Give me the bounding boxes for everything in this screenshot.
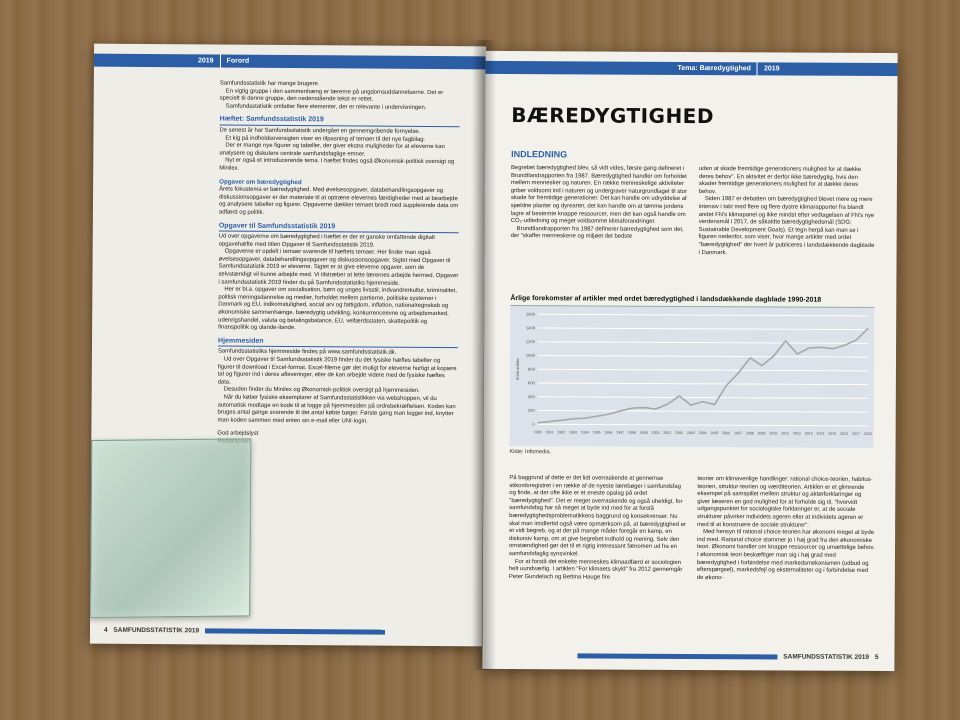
gridline — [538, 424, 868, 426]
section-body-opgaver-baeredygtighed — [219, 187, 459, 219]
series-line — [538, 327, 868, 425]
right-page — [482, 51, 897, 671]
right-bottom-right-column — [697, 476, 876, 583]
x-tick-label: 1990 — [533, 430, 542, 435]
paragraph: Nyt er også et introducerende tema. I hæftet findes også Økonomisk-politisk oversigt og Minilex. — [219, 157, 455, 172]
left-intro — [220, 81, 460, 113]
right-top-left-column — [511, 165, 689, 242]
section-title-haeftet: Hæftet: Samfundsstatistik 2019 — [220, 116, 460, 127]
right-header-band — [486, 61, 898, 76]
left-footer-page: 4 — [103, 626, 108, 634]
gridline — [538, 342, 868, 344]
signoff — [217, 431, 457, 448]
left-header-band — [94, 54, 486, 70]
right-header-year: 2019 — [763, 65, 780, 73]
x-tick-label: 1993 — [568, 430, 577, 435]
paragraph: Med hensyn til rational choice-teorien har økonomi meget at byde ind med. Rational choice stammer jo i høj grad fra den økonomiske teori. Økonomi handler om knappe ressourcer og umættelige behov. I økonomisk teori beskæftiger man sig i høj grad med bæredygtighed i forbindelse med markedsmekanismen (udbud og efterspørgsel), markedsfejl og eksternaliteter og i forbindelse med de økono- — [696, 529, 875, 581]
right-footer — [577, 652, 878, 661]
paragraph: Samfundsstatistiks hjemmeside findes på www.samfundsstatistik.dk. — [217, 348, 397, 357]
section-title-hjemmesiden: Hjemmesiden — [218, 337, 458, 348]
x-tick-label: 2007 — [733, 431, 742, 436]
x-tick-label: 2005 — [710, 431, 719, 436]
x-tick-label: 2002 — [675, 430, 684, 435]
y-tick-label: 0 — [532, 421, 535, 427]
y-tick-label: 600 — [527, 380, 535, 386]
line-chart — [510, 306, 875, 448]
intro-heading: INDLEDNING — [511, 149, 568, 160]
right-footer-text: SAMFUNDSSTATISTIK 2019 — [783, 653, 870, 661]
x-tick-label: 2001 — [663, 430, 672, 435]
right-bottom-left-column — [509, 475, 688, 582]
x-tick-label: 2011 — [781, 431, 789, 436]
paragraph: Desuden finder du Minilex og Økonomisk-politisk oversigt på hjemmesiden. — [223, 386, 420, 395]
gridline — [538, 314, 868, 316]
paragraph: Et kig på indholdsoversigten viser en tilpasning af temaer til det nye fagbilag. — [225, 135, 426, 143]
x-tick-label: 2015 — [828, 431, 837, 436]
y-tick-label: 800 — [527, 366, 535, 372]
paragraph: uden at skade fremtidige generationers mulighed for at dække deres behov". En aktivitet er derfor ikke bæredygtig, hvis den skader fremtidige generationers mulighed for at dække deres behov. — [698, 166, 862, 195]
right-top-right-column — [699, 166, 877, 258]
gridline — [538, 369, 868, 371]
chart-frame — [510, 305, 875, 448]
x-tick-label: 2012 — [792, 431, 801, 436]
paragraph: Ud over Opgaver til Samfundsstatistik 2019 finder du det fysiske hæftes tabeller og figurer til download i Excel-format. Excel-filerne gør det muligt for eleverne hurtigt at kopiere tal og figurer ind i deres afleveringer, eller de kan arbejde videre med de fysiske hæftes data. — [217, 356, 457, 386]
paragraph: Der er mange nye figurer og tabeller, der giver ekstra muligheder for at eleverne kan analysere og diskutere centrale samfundsfaglige emner. — [219, 142, 445, 158]
x-tick-label: 2003 — [686, 430, 695, 436]
right-footer-page: 5 — [874, 653, 879, 661]
left-header-year: 2019 — [192, 54, 221, 67]
paragraph: Når du køber fysiske eksemplarer af Samfundsstatistikken via webshoppen, vil du automatisk modtage en kode til at logge på hjemmesiden på ordrebekræftelsen. Koden kan bruges antal gange svarende til det antal købte bøger. Første gang man logger ind, knytter man koden sammen med enten sin e-mail eller UNI-login. — [217, 394, 456, 425]
right-footer-rule — [577, 653, 777, 659]
paragraph: På baggrund af dette er det lidt overraskende at gennemse stikordsregistret i en række af de nyeste lærebøger i samfundsfag og finde, at der ofte ikke er et eneste opslag på ordet "bæredygtighed". Det er meget overraskende og også uheldigt, for samfundsfag har så meget at byde ind med for at forstå bæredygtighedsproblematikkens baggrund og konsekvenser. Nu skal man imidlertid også være opmærksom på, at bæredygtighed er et vidt begreb, og at der på mange måder foregår en kamp, en diskursiv kamp, om at give begrebet indhold og mening. Selv den omstændighed gør det til et rigtig interessant fænomen ud fra en samfundsfaglig synsvinkel. — [508, 475, 686, 558]
section-title-opgaver-samfundsstatistik: Opgaver til Samfundsstatistik 2019 — [219, 222, 459, 233]
left-text-column — [217, 81, 460, 448]
x-tick-label: 1997 — [616, 430, 625, 435]
paragraph: Ud over opgaverne om bæredygtighed i hæftet er der et ganske omfattende digitalt opgavehæfte med titlen Opgaver til Samfundsstatistik 2019. — [218, 233, 435, 249]
chart-title: Årlige forekomster af artikler med ordet bæredygtighed i landsdækkende dagblade 1990-2018 — [510, 295, 822, 304]
paragraph: En vigtig gruppe i den sammenhæng er lærerne på ungdomsuddannelserne. Det er specielt til denne gruppe, den nedenstående tekst er rettet. — [219, 88, 444, 103]
paragraph: Samfundsstatistik omfatter flere elementer, der er relevante i undervisningen. — [225, 103, 427, 111]
x-tick-label: 2009 — [757, 431, 766, 436]
signoff-line — [217, 438, 457, 447]
left-page — [90, 44, 486, 647]
x-tick-label: 1995 — [592, 430, 601, 435]
y-tick-label: 1600 — [525, 311, 536, 317]
paragraph: Opgaverne er opdelt i temaer svarende til hæftets temaer. Her finder man også øvelsesopgaver, databehandlingsopgaver og diskussionsopgaver. Sigtet med Opgaver til Samfundsstatistik 2019 er eleverne. Sigtet er at give eleverne opgaver, som de selvstændigt vil kunne arbejde med. Vi tilstræber at lette lærernes arbejde hermed. Opgaver i samfundsstatistik 2019 finder du på Samfundsstatistiks hjemmeside. — [218, 248, 459, 287]
paragraph: Begrebet bæredygtighed blev, så vidt vides, første gang defineret i Brundtlandrapporten fra 1987. Bæredygtighed handler om forholdet mellem mennesker og naturen. En række menneskelige aktiviteter griber voldsomt ind i naturen og undergraver naturgrundlaget til stor skade for fremtidige generationer. Det kan handle om udryddelse af sjældne planter og dyrearter, det kan handle om at tømme jordens lagre af bestemte knappe ressourcer, men det kan også handle om CO₂-udledning og meget voldsomme klimaforandringer. — [510, 165, 688, 225]
paragraph: De senest år har Samfundsstatistik undergået en gennemgribende fornyelse. — [219, 127, 421, 135]
y-tick-label: 1000 — [525, 352, 536, 358]
left-header-section: Forord — [226, 57, 250, 65]
x-tick-label: 1999 — [639, 430, 648, 435]
y-axis-label: Antal artikler — [514, 357, 521, 381]
gridline — [538, 410, 868, 412]
paragraph: Her er bl.a. opgaver om socialisation, børn og unges livsstil, indvandrerkultur, kriminalitet, politisk meningsdannelse og medier, forholdet mellem partierne, politiske systemer i Danmark og EU, indkomstulighed, social arv og fattigdom, inflation, nationalregnskab og økonomiske sammenhænge, bæredygtig udvikling, konkurrenceevne og arbejdsmarked, udenrigshandel, valuta og betalingsbalance, EU, velfærdsstaten, skattepolitik og finanspolitik og ulande-ilande. — [218, 286, 457, 332]
x-tick-label: 2010 — [769, 431, 778, 436]
x-tick-label: 2008 — [745, 431, 754, 436]
gridline — [538, 328, 868, 330]
book-gutter — [472, 40, 496, 670]
y-tick-label: 1200 — [525, 339, 536, 345]
paragraph: For at forstå det enkelte menneskes klimaadfærd er sociologien helt uundværlig. I artiklen "For klimaets skyld" fra 2012 gennemgår Peter Gundelach og Bettina Hauge fire — [508, 558, 683, 581]
x-tick-label: 2018 — [863, 431, 872, 436]
paragraph: Samfundsstatistik har mange brugere. — [219, 80, 320, 88]
left-footer-rule — [205, 628, 385, 634]
signoff-line: God arbejdslyst — [217, 430, 259, 438]
glass-paperweight — [90, 438, 251, 618]
x-tick-label: 1991 — [545, 430, 554, 435]
y-tick-label: 400 — [527, 394, 535, 400]
paragraph: Årets fokustema er bæredygtighed. Med øvelsesopgaver, databehandlingsopgaver og diskussionsopgaver er der materiale til at optræne elevernes færdigheder med at bearbejde og analysere tabeller og figurer. Opgaverne dækker temaet bredt med supplerende data om adfærd og politik. — [218, 186, 459, 216]
x-tick-label: 2004 — [698, 431, 707, 436]
section-body-opgaver-samfundsstatistik — [218, 234, 459, 334]
x-tick-label: 1992 — [557, 430, 566, 435]
x-tick-label: 1996 — [604, 430, 613, 435]
paragraph: Brundtlandrapporten fra 1987 definerer bæredygtighed som det, der "skaffer menneskene og miljøet det bedste — [510, 225, 684, 241]
y-tick-label: 200 — [527, 407, 535, 413]
x-tick-label: 2000 — [651, 430, 660, 435]
gridline — [538, 355, 868, 357]
y-tick-label: 1400 — [525, 325, 536, 331]
x-tick-label: 2013 — [804, 431, 813, 436]
paragraph: teorier om klimavenlige handlinger: rational choice-teorien, habitus-teorien, struktur-teorien og værditeorien. Artiklen er et glimrende eksempel på samspillet mellem struktur og aktørforklaringer og giver læseren en god mulighed for at forholde sig til, "hvorvidt udgangspunktet for sociologiske forklaringer er, at de sociale strukturer påvirker individets ageren eller at individets ageren er med til at konstruere de sociale strukturer". — [697, 476, 873, 529]
chart-source: Kilde: Infomedia. — [509, 449, 552, 456]
x-tick-label: 2016 — [840, 431, 849, 436]
x-tick-label: 2006 — [722, 431, 731, 436]
right-header-section: Tema: Bæredygtighed — [672, 62, 758, 75]
gridline — [538, 383, 868, 385]
paragraph: Siden 1987 er debatten om bæredygtighed blevet mere og mere intensiv i takt med flere og flere dystre klimarapporter fra blandt andet FN's klimapanel og ikke mindst efter vedtagelsen af FN's nye verdensmål i 2017, de såkaldte bæredygtighedsmål (SDG: Sustainable Development Goals). Et tegn herpå kan man se i figuren nedenfor, som viser, hvor mange artikler med ordet "bæredygtighed" der hvert år publiceres i landsdækkende dagblade i Danmark. — [698, 196, 875, 256]
left-footer — [104, 627, 385, 636]
page-title: BÆREDYGTIGHED — [511, 103, 715, 129]
x-tick-label: 1994 — [580, 430, 589, 435]
section-body-haeftet — [219, 127, 459, 174]
gridline — [538, 397, 868, 399]
x-tick-label: 1998 — [627, 430, 636, 435]
left-footer-text: SAMFUNDSSTATISTIK 2019 — [113, 626, 200, 635]
chart-block — [509, 295, 878, 467]
section-title-opgaver-baeredygtighed: Opgaver om bæredygtighed — [219, 178, 302, 186]
x-tick-label: 2014 — [816, 431, 825, 436]
x-tick-label: 2017 — [851, 431, 860, 436]
section-body-hjemmesiden — [217, 349, 458, 427]
